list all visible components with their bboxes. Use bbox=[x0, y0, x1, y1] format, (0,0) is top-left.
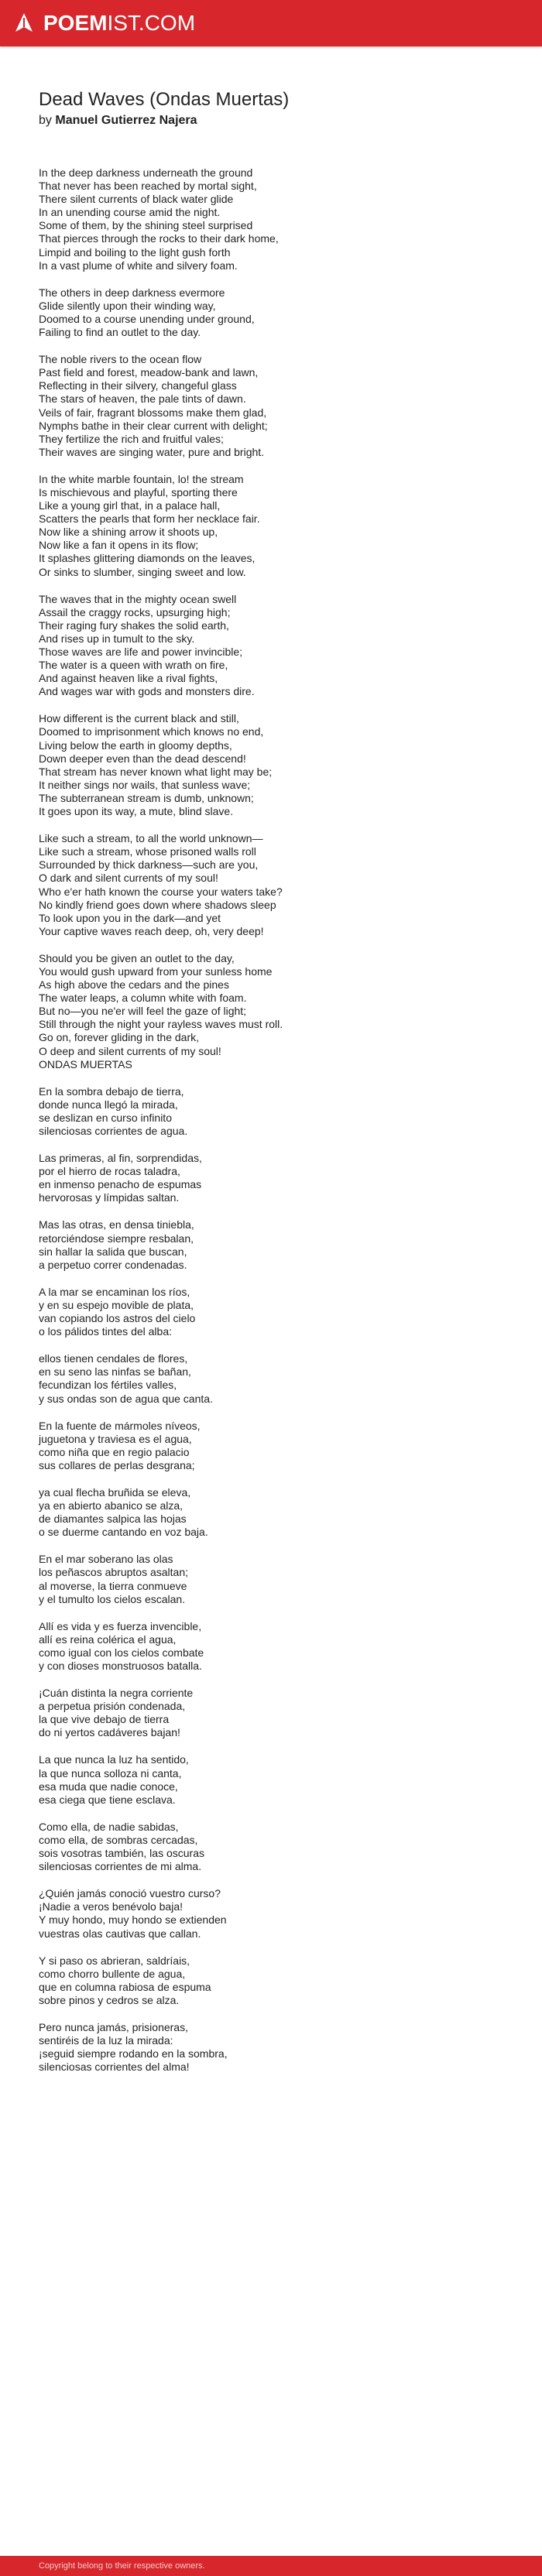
poem-line: al moverse, la tierra conmueve bbox=[39, 1579, 187, 1592]
poem-line: There silent currents of black water glide bbox=[39, 193, 234, 206]
poem-line: That pierces through the rocks to their dark home, bbox=[39, 232, 279, 245]
poem-line: Living below the earth in gloomy depths, bbox=[39, 738, 232, 752]
poem-line: en su seno las ninfas se bañan, bbox=[39, 1365, 191, 1379]
poem-line: En la sombra debajo de tierra, bbox=[39, 1084, 184, 1098]
poem-line: Like such a stream, whose prisoned walls roll bbox=[39, 845, 256, 858]
poem-line: y en su espejo movible de plata, bbox=[39, 1298, 194, 1311]
poem-line: como ella, de sombras cercadas, bbox=[39, 1833, 198, 1846]
poem-line: la que vive debajo de tierra bbox=[39, 1713, 170, 1726]
poem-line: ONDAS MUERTAS bbox=[39, 1057, 132, 1070]
poem-line: do ni yertos cadáveres bajan! bbox=[39, 1726, 180, 1739]
poem-line: ellos tienen cendales de flores, bbox=[39, 1352, 188, 1365]
stanza bbox=[39, 1553, 503, 1605]
poem-line: In a vast plume of white and silvery foam. bbox=[39, 259, 238, 272]
poem-line: van copiando los astros del cielo bbox=[39, 1312, 196, 1325]
poem-line: Your captive waves reach deep, oh, very deep! bbox=[39, 924, 264, 937]
poem-line: y el tumulto los cielos escalan. bbox=[39, 1592, 186, 1605]
stanza bbox=[39, 1352, 503, 1405]
poem-line: sois vosotras también, las oscuras bbox=[39, 1847, 204, 1860]
stanza bbox=[39, 1420, 503, 1472]
poem-line: The subterranean stream is dumb, unknown; bbox=[39, 791, 254, 804]
poem-line: Those waves are life and power invincible; bbox=[39, 646, 243, 658]
poem-line: Glide silently upon their winding way, bbox=[39, 299, 216, 312]
poem-line: And rises up in tumult to the sky. bbox=[39, 632, 195, 645]
poem-line: Limpid and boiling to the light gush forth bbox=[39, 245, 231, 259]
poem-line: Is mischievous and playful, sporting there bbox=[39, 485, 238, 498]
poem-line: The waves that in the mighty ocean swell bbox=[39, 592, 237, 605]
poem-line: sus collares de perlas desgrana; bbox=[39, 1458, 195, 1471]
poem-line: Veils of fair, fragrant blossoms make them glad, bbox=[39, 406, 267, 419]
poem-line: A la mar se encaminan los ríos, bbox=[39, 1285, 190, 1298]
copyright-text: Copyright belong to their respective owners. bbox=[39, 2561, 205, 2571]
stanza bbox=[39, 1620, 503, 1673]
poem-line: silenciosas corrientes del alma! bbox=[39, 2060, 190, 2074]
poem-line: que en columna rabiosa de espuma bbox=[39, 1980, 211, 1993]
poem-line: Now like a shining arrow it shoots up, bbox=[39, 526, 218, 539]
poem-line: y sus ondas son de agua que canta. bbox=[39, 1392, 213, 1405]
stanza bbox=[39, 1218, 503, 1271]
poem-line: Pero nunca jamás, prisioneras, bbox=[39, 2020, 188, 2033]
poem-line: esa ciega que tiene esclava. bbox=[39, 1793, 176, 1806]
poem-line: Y muy hondo, muy hondo se extienden bbox=[39, 1913, 227, 1927]
poem-line: Down deeper even than the dead descend! bbox=[39, 752, 246, 765]
poem-line: In the white marble fountain, lo! the stream bbox=[39, 472, 244, 485]
site-logo-text bbox=[43, 11, 195, 36]
poem-line: Mas las otras, en densa tiniebla, bbox=[39, 1218, 194, 1231]
poem-line: retorciéndose siempre resbalan, bbox=[39, 1231, 194, 1245]
stanza bbox=[39, 286, 503, 339]
poem-line: In the deep darkness underneath the ground bbox=[39, 166, 253, 179]
poem-line: ya cual flecha bruñida se eleva, bbox=[39, 1485, 191, 1499]
poem-line: Some of them, by the shining steel surprised bbox=[39, 219, 253, 232]
poem-line: Like such a stream, to all the world unknown— bbox=[39, 832, 263, 845]
poem-line: Assail the craggy rocks, upsurging high; bbox=[39, 605, 231, 618]
stanza bbox=[39, 832, 503, 938]
poem-line: The water is a queen with wrath on fire, bbox=[39, 659, 228, 672]
poem-line: That stream has never known what light may be; bbox=[39, 765, 273, 778]
poem-line: It goes upon its way, a mute, blind slave. bbox=[39, 805, 234, 818]
poem-line: Past field and forest, meadow-bank and lawn, bbox=[39, 366, 259, 379]
poem-line: y con dioses monstruosos batalla. bbox=[39, 1660, 202, 1672]
poem-line: silenciosas corrientes de agua. bbox=[39, 1125, 188, 1137]
poem-line: Or sinks to slumber, singing sweet and low. bbox=[39, 565, 246, 578]
poem-line: sobre pinos y cedros se alza. bbox=[39, 1993, 180, 2006]
stanza bbox=[39, 1486, 503, 1539]
poem-line: En el mar soberano las olas bbox=[39, 1553, 173, 1566]
poem-line: No kindly friend goes down where shadows sleep bbox=[39, 898, 276, 911]
logo-light-text: IST.COM bbox=[107, 11, 196, 35]
poem-line: hervorosas y límpidas saltan. bbox=[39, 1191, 180, 1204]
poem-line: Their waves are singing water, pure and bright. bbox=[39, 445, 265, 458]
stanza bbox=[39, 1286, 503, 1338]
poem-line: How different is the current black and still, bbox=[39, 712, 239, 725]
quill-icon bbox=[12, 12, 36, 35]
poem-line: Scatters the pearls that form her necklace fair. bbox=[39, 512, 260, 526]
poem-line: To look upon you in the dark—and yet bbox=[39, 911, 221, 924]
poem-line: Surrounded by thick darkness—such are you, bbox=[39, 858, 259, 872]
poem-line: Still through the night your rayless waves must roll. bbox=[39, 1018, 283, 1031]
poem-line: La que nunca la luz ha sentido, bbox=[39, 1753, 189, 1766]
poem-line: Doomed to a course unending under ground, bbox=[39, 312, 255, 325]
poem-line: The water leaps, a column white with foam. bbox=[39, 992, 247, 1005]
stanza bbox=[39, 473, 503, 579]
stanza bbox=[39, 353, 503, 459]
poem-line: allí es reina colérica el agua, bbox=[39, 1632, 177, 1646]
poem-line: silenciosas corrientes de mi alma. bbox=[39, 1860, 202, 1873]
poem-line: O dark and silent currents of my soul! bbox=[39, 872, 218, 885]
poem-line: You would gush upward from your sunless home bbox=[39, 964, 273, 978]
stanza bbox=[39, 1887, 503, 1940]
poem-line: a perpetua prisión condenada, bbox=[39, 1700, 186, 1713]
poem-line: vuestras olas cautivas que callan. bbox=[39, 1927, 201, 1940]
poem-line: Reflecting in their silvery, changeful glass bbox=[39, 379, 237, 392]
poem-line: Who e'er hath known the course your waters take? bbox=[39, 885, 283, 898]
poem-line: juguetona y traviesa es el agua, bbox=[39, 1432, 192, 1445]
stanza bbox=[39, 2021, 503, 2074]
stanza bbox=[39, 1954, 503, 2007]
poem-line: la que nunca solloza ni canta, bbox=[39, 1766, 182, 1780]
poem-line: Nymphs bathe in their clear current with delight; bbox=[39, 419, 268, 432]
poem-line: Y si paso os abrieran, saldríais, bbox=[39, 1954, 190, 1967]
poem-line: In an unending course amid the night. bbox=[39, 206, 221, 219]
poem-line: Now like a fan it opens in its flow; bbox=[39, 539, 199, 552]
poem-line: Allí es vida y es fuerza invencible, bbox=[39, 1619, 202, 1632]
poem-line: sin hallar la salida que buscan, bbox=[39, 1245, 187, 1258]
poem-line: Como ella, de nadie sabidas, bbox=[39, 1820, 179, 1833]
stanza bbox=[39, 1821, 503, 1873]
site-header bbox=[0, 0, 542, 46]
logo-bold-text: POEM bbox=[43, 11, 108, 35]
poem-line: And against heaven like a rival fights, bbox=[39, 672, 218, 685]
stanza bbox=[39, 952, 503, 1071]
poem-line: los peñascos abruptos asaltan; bbox=[39, 1566, 189, 1579]
poem-line: de diamantes salpica las hojas bbox=[39, 1512, 187, 1526]
poem-line: The noble rivers to the ocean flow bbox=[39, 353, 202, 366]
poem-line: como igual con los cielos combate bbox=[39, 1646, 204, 1659]
poem-header bbox=[39, 89, 503, 128]
poem-line: That never has been reached by mortal sight, bbox=[39, 180, 257, 193]
stanza bbox=[39, 1753, 503, 1806]
poem-line: And wages war with gods and monsters dire. bbox=[39, 685, 255, 698]
poem-line: Doomed to imprisonment which knows no end, bbox=[39, 725, 264, 738]
poem-line: It neither sings nor wails, that sunless wave; bbox=[39, 778, 251, 791]
poem-line: a perpetuo correr condenadas. bbox=[39, 1258, 187, 1271]
stanza bbox=[39, 1085, 503, 1138]
poem-line: Their raging fury shakes the solid earth, bbox=[39, 618, 229, 632]
poem-line: esa muda que nadie conoce, bbox=[39, 1780, 178, 1793]
poem-line: It splashes glittering diamonds on the leaves, bbox=[39, 552, 256, 565]
author-link[interactable]: Manuel Gutierrez Najera bbox=[55, 114, 197, 127]
poem-line: Las primeras, al fin, sorprendidas, bbox=[39, 1152, 202, 1165]
byline bbox=[39, 113, 503, 128]
poem-line: Go on, forever gliding in the dark, bbox=[39, 1031, 200, 1044]
poem-line: o se duerme cantando en voz baja. bbox=[39, 1526, 208, 1539]
poem-line: en inmenso penacho de espumas bbox=[39, 1178, 202, 1191]
poem-line: The stars of heaven, the pale tints of dawn. bbox=[39, 392, 246, 406]
poem-line: se deslizan en curso infinito bbox=[39, 1111, 172, 1124]
poem-line: donde nunca llegó la mirada, bbox=[39, 1098, 178, 1111]
stanza bbox=[39, 1687, 503, 1739]
poem-line: como niña que en regio palacio bbox=[39, 1445, 190, 1458]
poem-line: But no—you ne'er will feel the gaze of light; bbox=[39, 1005, 247, 1018]
site-footer bbox=[0, 2556, 542, 2576]
poem-line: ¿Quién jamás conoció vuestro curso? bbox=[39, 1887, 221, 1900]
stanza bbox=[39, 593, 503, 699]
poem-line: They fertilize the rich and fruitful vales; bbox=[39, 432, 224, 445]
poem-title: Dead Waves (Ondas Muertas) bbox=[39, 89, 290, 110]
byline-prefix: by bbox=[39, 114, 52, 127]
poem-line: ya en abierto abanico se alza, bbox=[39, 1499, 184, 1512]
poem-line: ¡seguid siempre rodando en la sombra, bbox=[39, 2047, 228, 2060]
poem-body bbox=[39, 166, 503, 2088]
site-logo-link[interactable] bbox=[12, 11, 195, 36]
poem-line: fecundizan los fértiles valles, bbox=[39, 1379, 177, 1392]
poem-line: por el hierro de rocas taladra, bbox=[39, 1165, 180, 1178]
stanza bbox=[39, 166, 503, 272]
poem-line: Like a young girl that, in a palace hall, bbox=[39, 499, 221, 512]
poem-line: como chorro bullente de agua, bbox=[39, 1967, 186, 1980]
poem-line: Should you be given an outlet to the day, bbox=[39, 951, 235, 964]
stanza bbox=[39, 712, 503, 818]
poem-line: ¡Cuán distinta la negra corriente bbox=[39, 1687, 194, 1700]
poem-line: The others in deep darkness evermore bbox=[39, 286, 225, 299]
stanza bbox=[39, 1152, 503, 1204]
poem-line: ¡Nadie a veros benévolo baja! bbox=[39, 1900, 184, 1913]
poem-line: En la fuente de mármoles níveos, bbox=[39, 1419, 201, 1432]
poem-line: As high above the cedars and the pines bbox=[39, 978, 229, 992]
poem-line: sentiréis de la luz la mirada: bbox=[39, 2034, 173, 2047]
poem-line: o los pálidos tintes del alba: bbox=[39, 1325, 172, 1338]
poem-line: Failing to find an outlet to the day. bbox=[39, 326, 201, 339]
poem-line: O deep and silent currents of my soul! bbox=[39, 1044, 221, 1057]
